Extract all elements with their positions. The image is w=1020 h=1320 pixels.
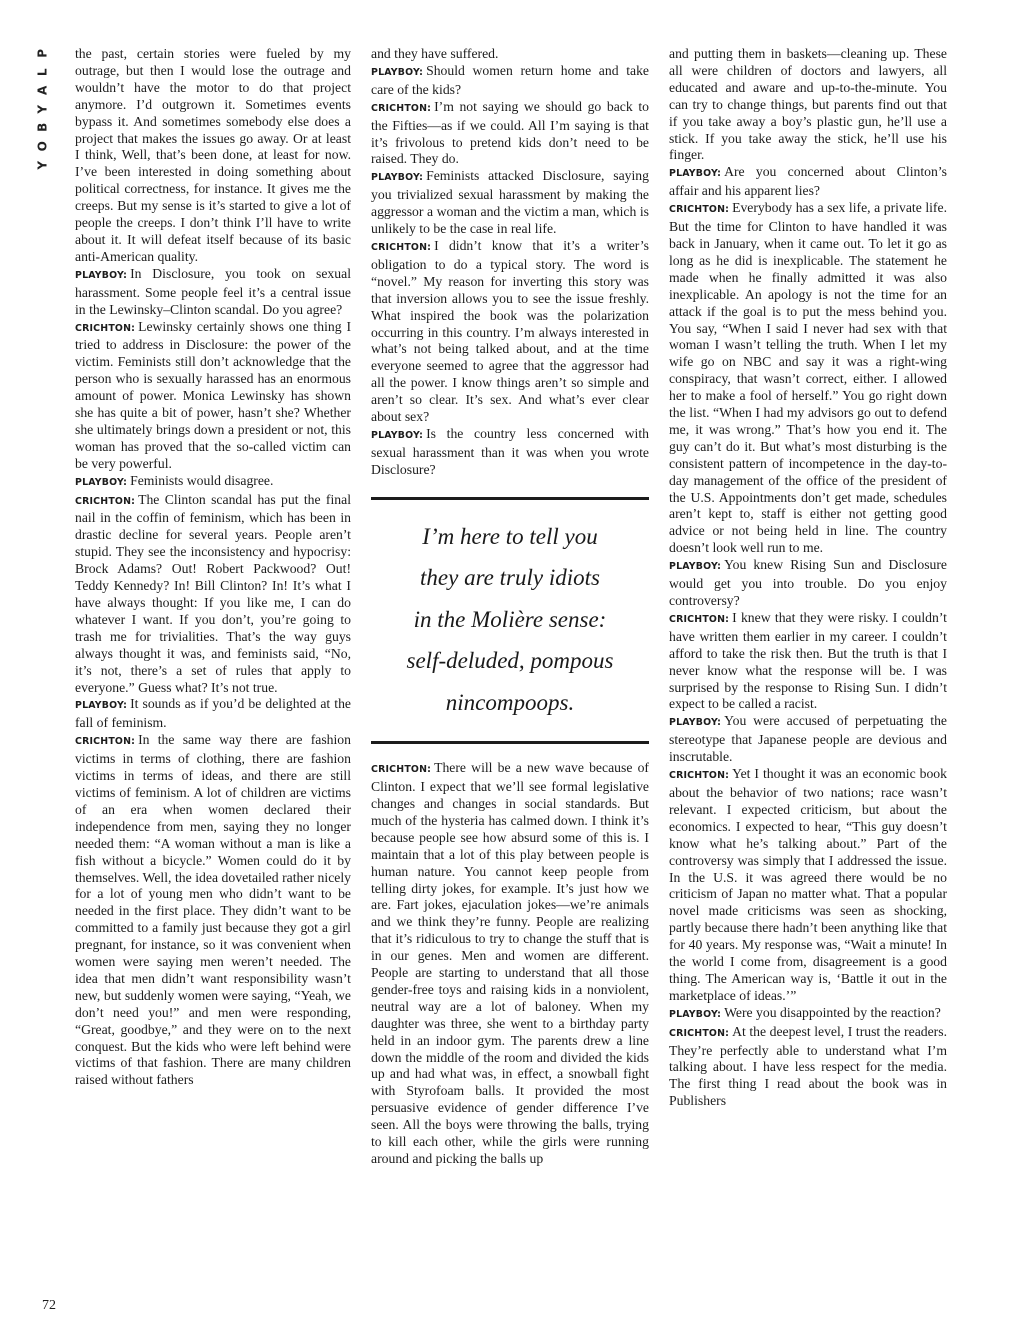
interview-paragraph <box>75 696 351 732</box>
interview-paragraph <box>371 168 649 238</box>
pull-quote-line: they are truly idiots <box>420 565 600 591</box>
speaker-label: CRICHTON: <box>669 613 730 625</box>
interview-paragraph <box>75 492 351 697</box>
speaker-label: PLAYBOY: <box>371 66 424 78</box>
masthead-letter: B <box>35 123 50 133</box>
interview-paragraph <box>669 713 947 766</box>
speaker-label: CRICHTON: <box>75 736 136 748</box>
speaker-label: PLAYBOY: <box>371 172 424 184</box>
paragraph-text: Feminists attacked Disclosure, saying you trivialized sexual harassment by making the aggressor a woman and the victim a man, which is unlikely to be the case in real life. <box>371 168 649 237</box>
paragraph-text: I knew that they were risky. I couldn’t have written them earlier in my career. I couldn’t afford to take the risk then. But the truth is that I never know what the response will be. I was surprised by the response to Rising Sun. I didn’t expect to be called a racist. <box>669 609 947 712</box>
paragraph-text: I didn’t know that it’s a writer’s obligation to do a typical story. The word is “novel.” My reason for inverting this story was that inversion allows you to see the issue freshly. What inspired the book was the polarization occurring in this country. I’m always interested in what’s not being talked about, and at the time everyone seemed to agree that the aggressor had all the power. I know things aren’t so simple and aren’t so clear. It’s sex. And what’s ever clear about sex? <box>371 237 649 425</box>
paragraph-text: Were you disappointed by the reaction? <box>724 1004 941 1020</box>
speaker-label: CRICHTON: <box>669 770 730 782</box>
interview-paragraph <box>371 46 649 63</box>
pull-quote <box>371 497 649 745</box>
paragraph-text: Everybody has a sex life, a private life. But the time for Clinton to have handled it was back in January, when it came out. To let it go as long as he did is inexplicable. The statement he made when he finally admitted it was also inexplicable. An apology is not the time for an attack if the goal is to put the mess behind you. You say, “When I said I never had sex with that woman I wasn’t telling the truth. When I let my wife go on NBC and say it was a right-wing conspiracy, that wasn’t correct, either. I allowed her to make a fool of herself.” You go right down the list. “When I had my advisors go out to defend me, it was wrong.” That’s how you end it. The guy can’t do it. But what’s most disturbing is the consistent pattern of incompetence in the day-to-day management of the office of the president of the U.S. Appointments don’t get made, schedules aren’t kept to, staff is either not getting good advice or not being held in line. The country doesn’t look well run to me. <box>669 200 947 556</box>
interview-paragraph <box>669 46 947 164</box>
paragraph-text: and putting them in baskets—cleaning up. These all were children of doctors and lawyers, all educated and aware and up-to-the-minute. You can try to change things, but parents find out that if you take away a boy’s plastic gun, he’ll use a stick. If you take away the stick, he’ll use his finger. <box>669 46 947 163</box>
interview-paragraph <box>669 766 947 1005</box>
interview-paragraph <box>75 732 351 1089</box>
paragraph-text: In the same way there are fashion victims in terms of clothing, there are fashion victims in terms of ideas, and there are still victims of feminism. A lot of children are victims of an era when women declared their independence from men, saying they no longer needed them: “A woman without a man is like a fish without a bicycle.” Women could do it by themselves. Well, the idea dovetailed rather nicely for a lot of young men who didn’t want to be needed in the first place. They didn’t want to be committed to a family just because they got a girl pregnant, for instance, so it was convenient when women were saying men weren’t needed. The idea that men didn’t want responsibility wasn’t new, but suddenly women were saying, “Yeah, we don’t need you!” and men were responding, “Great, goodbye,” and they were on to the next conquest. But the kids who were left behind were victims of that fashion. There are many children raised without fathers <box>75 732 351 1088</box>
paragraph-text: Is the country less concerned with sexual harassment than it was when you wrote Disclosure? <box>371 425 649 477</box>
interview-paragraph <box>371 426 649 479</box>
speaker-label: CRICHTON: <box>75 322 136 334</box>
speaker-label: CRICHTON: <box>371 102 432 114</box>
masthead-letter: A <box>35 85 50 96</box>
interview-paragraph <box>75 46 351 266</box>
interview-paragraph <box>371 63 649 99</box>
pull-quote-line: nincompoops. <box>445 689 575 715</box>
speaker-label: CRICHTON: <box>371 241 432 253</box>
interview-paragraph <box>669 164 947 200</box>
speaker-label: PLAYBOY: <box>669 168 722 180</box>
speaker-label: PLAYBOY: <box>669 717 722 729</box>
speaker-label: PLAYBOY: <box>75 269 128 281</box>
interview-paragraph <box>669 1024 947 1111</box>
interview-paragraph <box>669 200 947 557</box>
magazine-masthead <box>32 44 54 174</box>
speaker-label: PLAYBOY: <box>75 476 128 488</box>
speaker-label: CRICHTON: <box>669 1027 730 1039</box>
pull-quote-line: I’m here to tell you <box>422 523 598 549</box>
masthead-letter: O <box>35 141 50 152</box>
paragraph-text: Feminists would disagree. <box>130 472 274 488</box>
speaker-label: CRICHTON: <box>371 764 432 776</box>
interview-paragraph <box>75 473 351 492</box>
interview-paragraph <box>669 610 947 713</box>
paragraph-text: and they have suffered. <box>371 46 499 61</box>
speaker-label: PLAYBOY: <box>669 561 722 573</box>
speaker-label: CRICHTON: <box>669 204 730 216</box>
speaker-label: PLAYBOY: <box>669 1008 722 1020</box>
speaker-label: PLAYBOY: <box>75 700 128 712</box>
interview-paragraph <box>371 238 649 426</box>
paragraph-text: Lewinsky certainly shows one thing I tried to address in Disclosure: the power of the victim. Feminists still don’t acknowledge that the person who is sexually harassed has an enormous amount of power. Monica Lewinsky has shown she has quite a bit of power, hasn’t she? Whether she ultimately brings down a president or not, this woman has proved that the so-called victim can be very powerful. <box>75 318 351 471</box>
paragraph-text: At the deepest level, I trust the readers. They’re perfectly able to understand what I’m talking about. I have less respect for the media. The first thing I read about the book was in Publishers <box>669 1023 947 1109</box>
paragraph-text: The Clinton scandal has put the final nail in the coffin of feminism, which has been in drastic decline for several years. People aren’t stupid. They see the inconsistency and hypocrisy: Brock Adams? Out! Robert Packwood? Out! Teddy Kennedy? In! Bill Clinton? In! It’s what I have always thought: If you like me, I can do whatever I want. If you don’t, you’re going to trash me for trivialities. That’s the way guys always thought it was, and feminists said, “No, it’s not, there’s a set of rules that apply to everyone.” Guess what? It’s not true. <box>75 491 351 695</box>
column-1 <box>75 46 351 1089</box>
paragraph-text: There will be a new wave because of Clinton. I expect that we’ll see formal legislative changes and changes in social standards. But much of the hysteria has calmed down. I think it’s because people see how absurd some of this is. I maintain that a lot of this play between people is human nature. You cannot keep people from telling dirty jokes, for example. It’s just how we are. Fart jokes, ejaculation jokes—we’re animals and we think they’re funny. People are realizing that it’s ridiculous to try to change the stuff that is in our genes. Men and women are different. People are starting to understand that all those gender-free toys and raising kids in a nonviolent, neutral way are a lot of baloney. When my daughter was three, she went to a birthday party held in an indoor gym. The parents drew a line down the middle of the room and divided the kids up and had what was, in effect, a snowball fight with Styrofoam balls. It provided the most persuasive evidence of gender difference I’ve seen. All the boys were throwing the balls, trying to kill each other, while the girls were running around and picking the balls up <box>371 760 649 1166</box>
interview-paragraph <box>371 760 649 1168</box>
interview-paragraph <box>669 1005 947 1024</box>
paragraph-text: It sounds as if you’d be delighted at the fall of feminism. <box>75 696 351 731</box>
interview-paragraph <box>371 99 649 169</box>
page-number: 72 <box>42 1298 56 1313</box>
speaker-label: PLAYBOY: <box>371 429 424 441</box>
paragraph-text: Should women return home and take care of the kids? <box>371 62 649 97</box>
interview-paragraph <box>75 266 351 319</box>
paragraph-text: Are you concerned about Clinton’s affair and his apparent lies? <box>669 164 947 199</box>
interview-paragraph <box>669 557 947 610</box>
paragraph-text: In Disclosure, you took on sexual harassment. Some people feel it’s a central issue in the Lewinsky–Clinton scandal. Do you agree? <box>75 265 351 317</box>
masthead-letter: L <box>35 68 50 76</box>
masthead-letter: P <box>35 48 50 58</box>
masthead-letter: Y <box>35 160 50 170</box>
paragraph-text: Yet I thought it was an economic book about the behavior of two nations; race wasn’t relevant. I expected criticism, but about the economics. I expected to hear, “This guy doesn’t know what he’s talking about.” Part of the controversy was simply that I addressed the issue. In the U.S. it was agreed there would be no criticism of Japan no matter what. That a popular novel made criticisms was seen as shocking, partly because there hadn’t been anything like that for 40 years. My response was, “Wait a minute! In the world I come from, disagreement is a good thing. The American way is, ‘Battle it out in the marketplace of ideas.’” <box>669 766 947 1003</box>
column-2 <box>371 46 649 1168</box>
paragraph-text: You knew Rising Sun and Disclosure would get you into trouble. Do you enjoy controversy? <box>669 557 947 608</box>
masthead-letter: Y <box>35 104 50 114</box>
paragraph-text: the past, certain stories were fueled by my outrage, but then I would lose the outrage and wouldn’t have the motor to do that project anymore. I’d outgrown it. Sometimes events bypass it. And sometimes somebody else does a project that makes the issues go away. Or at least I think, Well, that’s been done, at least for now. I’ve been interested in doing something about political correctness, for instance. It gives me the creeps. But my sense is it’s started to give a lot of people the creeps. I don’t think I’ll have to write about it. It will defeat itself because of its basic anti-American quality. <box>75 46 351 264</box>
speaker-label: CRICHTON: <box>75 495 136 507</box>
column-3 <box>669 46 947 1110</box>
interview-paragraph <box>75 319 351 473</box>
paragraph-text: You were accused of perpetuating the stereotype that Japanese people are devious and inscrutable. <box>669 713 947 765</box>
pull-quote-line: self-deluded, pompous <box>406 648 614 674</box>
paragraph-text: I’m not saying we should go back to the Fifties—as if we could. All I’m saying is that it’s frivolous to pretend kids don’t need to be raised. They do. <box>371 98 649 167</box>
pull-quote-line: in the Molière sense: <box>413 606 607 632</box>
